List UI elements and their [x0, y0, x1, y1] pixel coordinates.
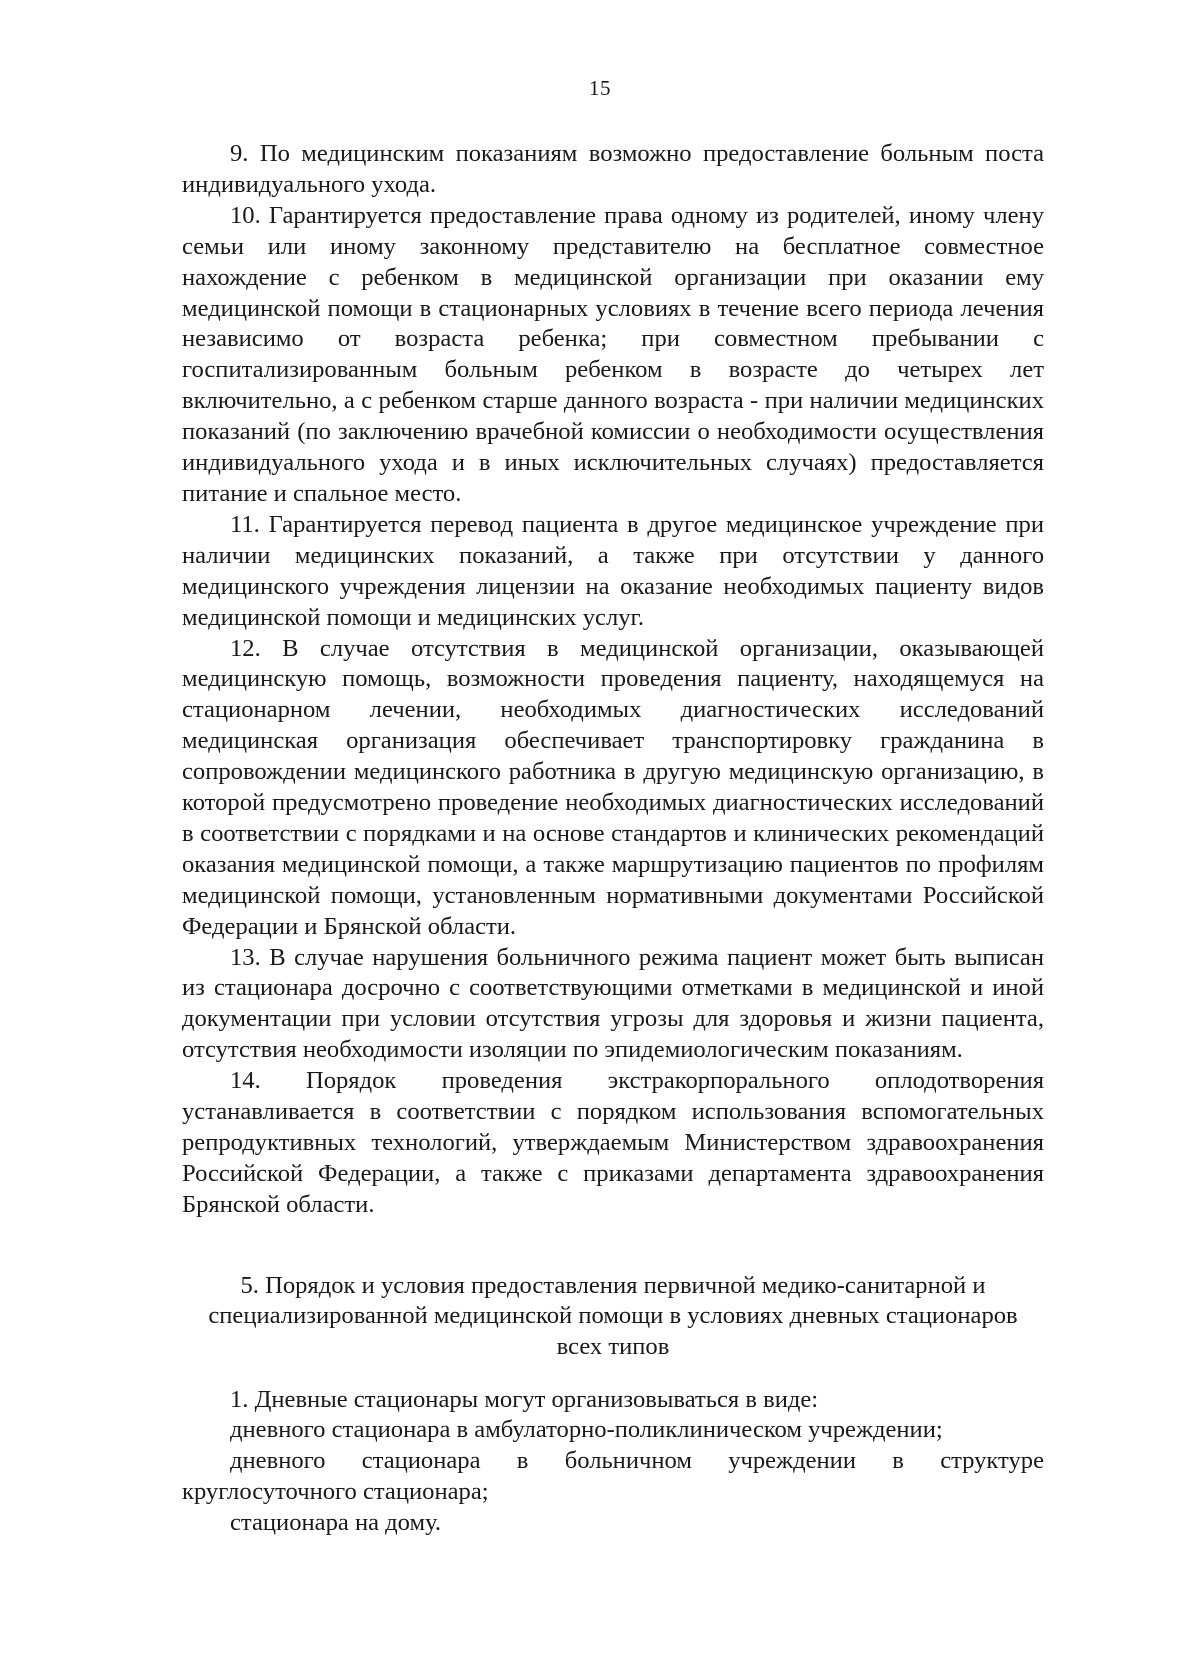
- section-item-4: стационара на дому.: [230, 1509, 442, 1537]
- paragraph-13: 13. В случае нарушения больничного режима пациент может быть выписан из стационара досрочно с соответствующими отметками в медицинской и иной документации при условии отсутствия угрозы для здоровья и жизни пациента, отсутствия необходимости изоляции по эпидемиологическим показаниям.: [182, 943, 1044, 1064]
- paragraph-12: 12. В случае отсутствия в медицинской организации, оказывающей медицинскую помощь, возможности проведения пациенту, находящемуся на стационарном лечении, необходимых диагностических исследований медицинская организация обеспечивает транспортировку гражданина в сопровождении медицинского работника в другую медицинскую организацию, в которой предусмотрено проведение необходимых диагностических исследований в соответствии с порядками и на основе стандартов и клинических рекомендаций оказания медицинской помощи, а также маршрутизацию пациентов по профилям медицинской помощи, установленным нормативными документами Российской Федерации и Брянской области.: [182, 634, 1044, 940]
- paragraph-10: 10. Гарантируется предоставление права одному из родителей, иному члену семьи или иному законному представителю на бесплатное совместное нахождение с ребенком в медицинской организации при оказании ему медицинской помощи в стационарных условиях в течение всего периода лечения независимо от возраста ребенка; при совместном пребывании с госпитализированным больным ребенком в возрасте до четырех лет включительно, а с ребенком старше данного возраста - при наличии медицинских показаний (по заключению врачебной комиссии о необходимости осуществления индивидуального ухода и в иных исключительных случаях) предоставляется питание и спальное место.: [182, 201, 1044, 507]
- paragraph-11: 11. Гарантируется перевод пациента в другое медицинское учреждение при наличии медицинских показаний, а также при отсутствии у данного медицинского учреждения лицензии на оказание необходимых пациенту видов медицинской помощи и медицинских услуг.: [182, 510, 1044, 631]
- document-body: [182, 139, 1044, 1539]
- section-heading: 5. Порядок и условия предоставления первичной медико-санитарной и специализированной медицинской помощи в условиях дневных стационаров всех типов: [208, 1271, 1018, 1360]
- paragraph-9: 9. По медицинским показаниям возможно предоставление больным поста индивидуального ухода.: [182, 140, 1044, 198]
- page-number: 15: [589, 76, 611, 100]
- section-item-2: дневного стационара в амбулаторно-поликлиническом учреждении;: [230, 1416, 943, 1444]
- paragraph-14: 14. Порядок проведения экстракорпорального оплодотворения устанавливается в соответствии с порядком использования вспомогательных репродуктивных технологий, утверждаемым Министерством здравоохранения Российской Федерации, а также с приказами департамента здравоохранения Брянской области.: [182, 1067, 1044, 1218]
- section-item-1: 1. Дневные стационары могут организовываться в виде:: [230, 1385, 819, 1413]
- section-item-3: дневного стационара в больничном учреждении в структуре круглосуточного стационара;: [182, 1447, 1044, 1506]
